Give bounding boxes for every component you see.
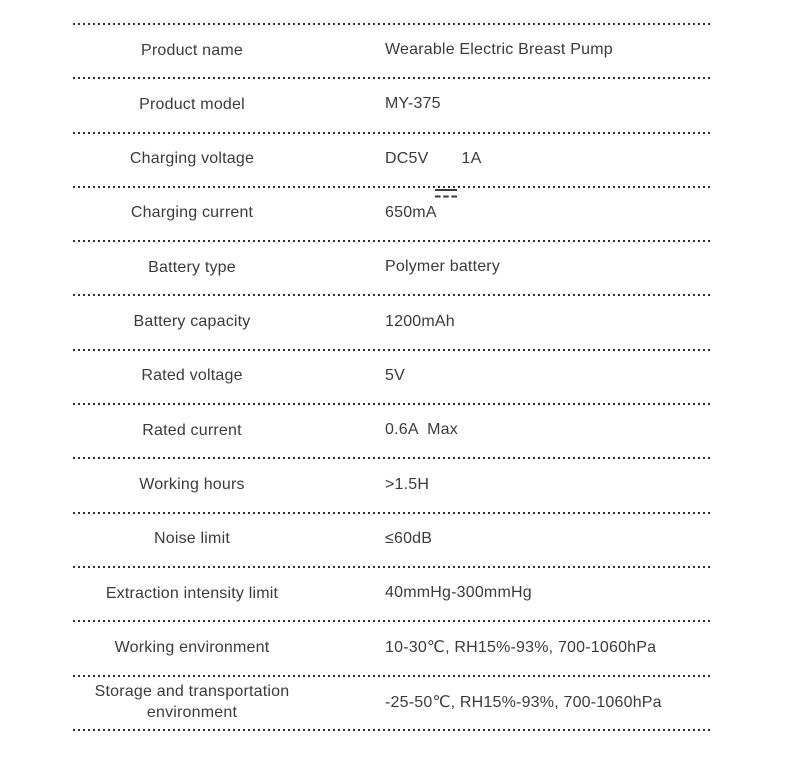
spec-value: MY-375 [385, 95, 441, 113]
spec-value: 10-30℃, RH15%-93%, 700-1060hPa [385, 639, 657, 657]
spec-row-working-environment [73, 620, 713, 674]
spec-row-rated-current [73, 403, 713, 457]
spec-value: Wearable Electric Breast Pump [385, 41, 613, 59]
spec-label: Battery type [148, 258, 236, 276]
spec-value: >1.5H [385, 475, 430, 493]
spec-label: Rated current [142, 421, 242, 439]
spec-row-charging-voltage [73, 132, 713, 186]
spec-value: 5V [385, 366, 405, 384]
spec-label: Charging voltage [129, 150, 255, 168]
spec-row-noise-limit [73, 512, 713, 566]
spec-label: Rated voltage [141, 367, 243, 385]
spec-row-storage-environment [73, 675, 713, 729]
spec-value: 40mmHg-300mmHg [385, 584, 532, 602]
spec-label: Product model [139, 95, 245, 113]
spec-value: ≤60dB [385, 529, 433, 547]
spec-label: Extraction intensity limit [105, 584, 279, 602]
dc-symbol-icon [435, 153, 457, 162]
spec-label: Storage and transportation environment [94, 682, 290, 721]
spec-value-prefix: DC5V [385, 149, 429, 167]
spec-row-battery-capacity [73, 294, 713, 348]
spec-label: Noise limit [154, 530, 230, 548]
spec-row-working-hours [73, 457, 713, 511]
spec-value: Polymer battery [385, 258, 501, 276]
spec-label: Battery capacity [133, 313, 251, 331]
spec-value: 650mA [385, 204, 437, 222]
spec-row-extraction-intensity-limit [73, 566, 713, 620]
spec-table [73, 23, 713, 731]
spec-value: 0.6A Max [385, 421, 458, 439]
spec-value-suffix: 1A [461, 149, 482, 167]
spec-label: Charging current [130, 204, 254, 222]
spec-value [311, 150, 713, 168]
spec-row-product-name [73, 23, 713, 77]
spec-label: Working hours [139, 475, 245, 493]
spec-value: -25-50℃, RH15%-93%, 700-1060hPa [385, 693, 662, 711]
spec-value: 1200mAh [385, 312, 455, 330]
spec-row-rated-voltage [73, 349, 713, 403]
spec-row-battery-type [73, 240, 713, 294]
spec-label: Product name [140, 41, 243, 59]
spec-label: Working environment [114, 638, 270, 656]
spec-row-product-model [73, 77, 713, 131]
spec-row-charging-current [73, 186, 713, 240]
